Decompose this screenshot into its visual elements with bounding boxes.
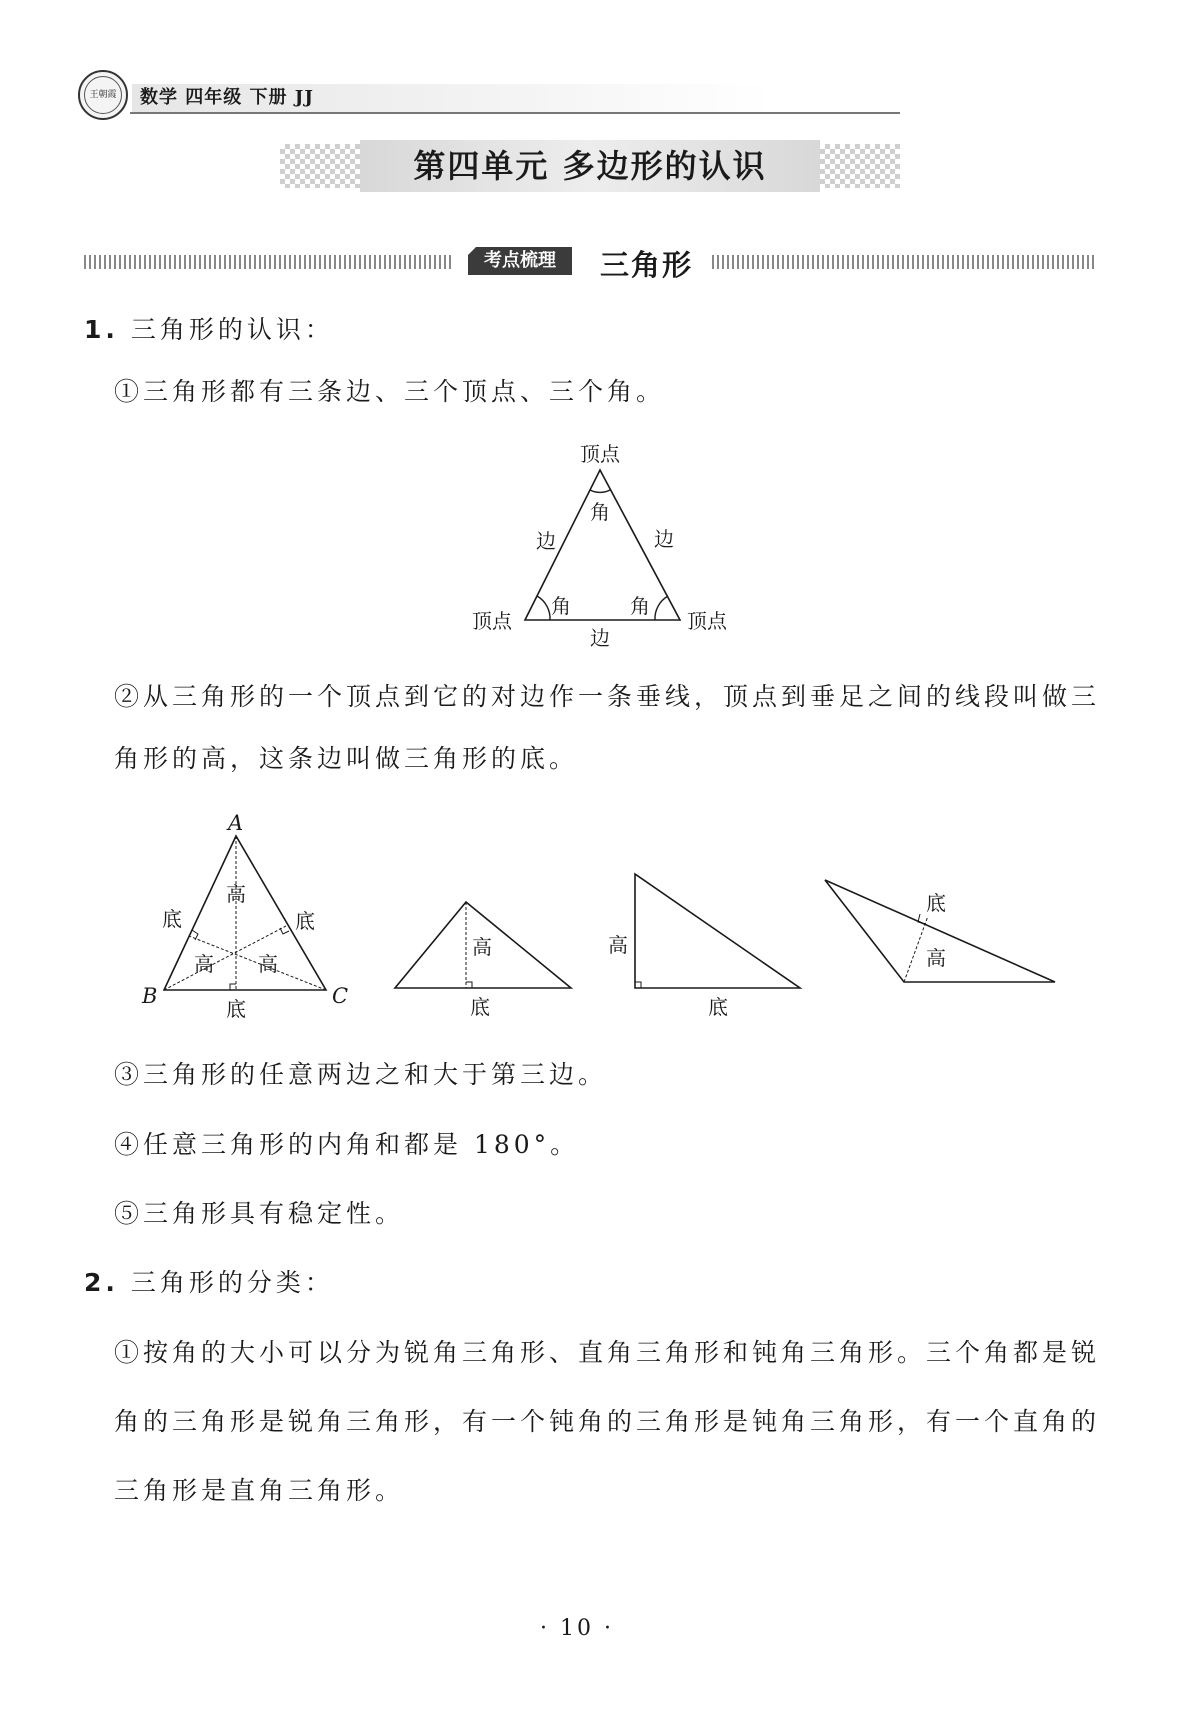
section-tag: 考点梳理	[468, 247, 572, 275]
logo-text: 王朝霞	[84, 76, 122, 114]
angle-arc-left	[537, 596, 550, 620]
page-number: · 10 ·	[540, 1616, 614, 1641]
t1-height-top: 高	[226, 882, 246, 906]
item-1-point-1: ①三角形都有三条边、三个顶点、三个角。	[114, 377, 666, 406]
item-2-point-1-line-1: ①按角的大小可以分为锐角三角形、直角三角形和钝角三角形。三个角都是锐	[114, 1338, 1101, 1367]
vertex-a: A	[228, 811, 244, 835]
unit-title: 第四单元 多边形的认识	[413, 147, 767, 185]
label-vertex-right: 顶点	[687, 609, 727, 633]
label-vertex-left: 顶点	[472, 609, 512, 633]
label-side-bottom: 边	[590, 626, 610, 650]
label-side-right: 边	[654, 527, 674, 551]
t1-height-left: 高	[194, 952, 214, 976]
label-angle-right: 角	[630, 594, 650, 618]
t3-base: 底	[708, 995, 728, 1019]
header-divider	[130, 112, 900, 114]
item-1-number: 1.	[84, 315, 119, 344]
item-1-point-2-line-2: 角形的高，这条边叫做三角形的底。	[114, 744, 579, 773]
t1-base-bottom: 底	[226, 997, 246, 1021]
vertex-b: B	[142, 984, 158, 1008]
item-1-heading	[84, 313, 334, 347]
t4-base: 底	[926, 891, 946, 915]
triangle-parts-figure	[440, 435, 740, 650]
item-2-point-1-line-3: 三角形是直角三角形。	[114, 1476, 405, 1505]
t2-height: 高	[472, 935, 492, 959]
item-1-point-3: ③三角形的任意两边之和大于第三边。	[114, 1060, 608, 1089]
triangle-obtuse-altitude	[825, 880, 1055, 982]
unit-title-banner	[280, 140, 900, 192]
label-angle-left: 角	[551, 594, 571, 618]
publisher-logo	[78, 70, 128, 120]
item-1-point-5: ⑤三角形具有稳定性。	[114, 1199, 405, 1228]
checker-decoration-right	[810, 144, 900, 188]
triangle-acute-altitude	[395, 902, 571, 1019]
label-vertex-top: 顶点	[580, 442, 620, 466]
item-2-number: 2.	[84, 1268, 119, 1297]
item-2-title: 三角形的分类：	[130, 1268, 334, 1297]
item-2-point-1-line-2: 角的三角形是锐角三角形，有一个钝角的三角形是钝角三角形，有一个直角的	[114, 1407, 1101, 1436]
item-2-heading	[84, 1266, 334, 1300]
item-1-point-4: ④任意三角形的内角和都是 180°。	[114, 1130, 580, 1159]
dotted-rule-left	[84, 255, 454, 269]
triangle-right-altitude	[608, 874, 800, 1019]
triangle-three-altitudes	[141, 811, 348, 1021]
vertex-c: C	[332, 984, 349, 1008]
t4-height: 高	[926, 946, 946, 970]
heights-bases-figure	[130, 810, 1080, 1030]
t3-height: 高	[608, 933, 628, 957]
label-angle-top: 角	[590, 500, 610, 524]
angle-arc-top	[590, 490, 610, 492]
item-1-point-2-line-1: ②从三角形的一个顶点到它的对边作一条垂线，顶点到垂足之间的线段叫做三	[114, 682, 1101, 711]
dotted-rule-right	[712, 255, 1097, 269]
book-title: 数学 四年级 下册 JJ	[140, 87, 314, 108]
label-side-left: 边	[536, 529, 556, 553]
t2-base: 底	[470, 995, 490, 1019]
t1-base-left: 底	[162, 907, 182, 931]
item-1-title: 三角形的认识：	[130, 315, 334, 344]
t1-height-right: 高	[258, 952, 278, 976]
section-title: 三角形	[600, 248, 694, 282]
t1-base-right: 底	[295, 909, 315, 933]
angle-arc-right	[655, 596, 668, 620]
checker-decoration-left	[280, 144, 370, 188]
